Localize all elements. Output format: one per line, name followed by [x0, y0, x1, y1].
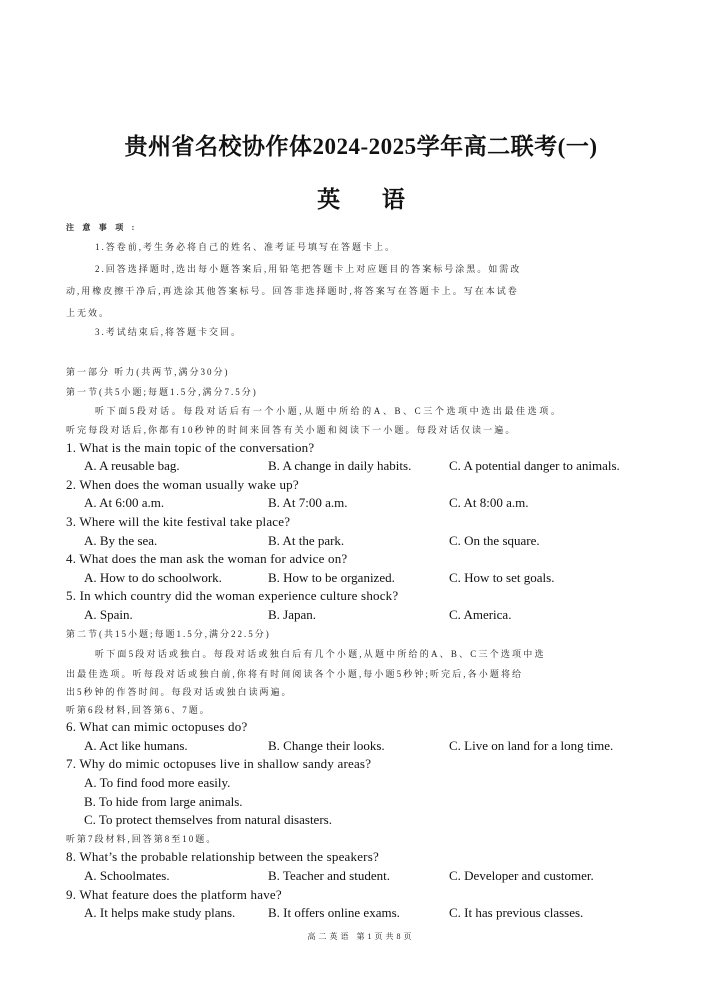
option-b: B. At 7:00 a.m.: [268, 495, 348, 510]
question: 5. In which country did the woman experience culture shock?: [66, 588, 399, 603]
option-c: C. America.: [449, 607, 512, 622]
option-c: C. To protect themselves from natural disasters.: [84, 812, 332, 827]
question: 7. Why do mimic octopuses live in shallow sandy areas?: [66, 756, 372, 771]
material-note: 听第7段材料,回答第8至10题。: [66, 834, 218, 844]
option-a: A. Schoolmates.: [84, 868, 170, 883]
option-b: B. It offers online exams.: [268, 905, 400, 920]
option-b: B. A change in daily habits.: [268, 458, 412, 473]
question: 9. What feature does the platform have?: [66, 887, 282, 902]
section2-instructions: 出最佳选项。听每段对话或独白前,你将有时间阅读各个小题,每小题5秒钟;听完后,各小题将给: [66, 669, 524, 679]
note-item: 上无效。: [66, 308, 111, 318]
section1-instructions: 听完每段对话后,你都有10秒钟的时间来回答有关小题和阅读下一小题。每段对话仅读一遍。: [66, 425, 517, 435]
note-item: 动,用橡皮擦干净后,再选涂其他答案标号。回答非选择题时,将答案写在答题卡上。写在本试卷: [66, 286, 519, 296]
section1-heading: 第一节(共5小题;每题1.5分,满分7.5分): [66, 387, 258, 397]
note-item: 1.答卷前,考生务必将自己的姓名、准考证号填写在答题卡上。: [95, 242, 397, 252]
option-c: C. Live on land for a long time.: [449, 738, 614, 753]
option-a: A. At 6:00 a.m.: [84, 495, 165, 510]
option-c: C. On the square.: [449, 533, 540, 548]
option-b: B. Japan.: [268, 607, 317, 622]
section2-instructions: 听下面5段对话或独白。每段对话或独白后有几个小题,从题中所给的A、B、C三个选项中选: [95, 649, 546, 659]
question: 3. Where will the kite festival take place?: [66, 514, 291, 529]
note-item: 3.考试结束后,将答题卡交回。: [95, 327, 243, 337]
note-item: 2.回答选择题时,选出每小题答案后,用铅笔把答题卡上对应题目的答案标号涂黑。如需改: [95, 264, 522, 274]
option-a: A. Spain.: [84, 607, 133, 622]
subject-title: 英 语: [317, 187, 423, 212]
option-a: A. How to do schoolwork.: [84, 570, 222, 585]
question: 2. When does the woman usually wake up?: [66, 477, 299, 492]
section2-instructions: 出5秒钟的作答时间。每段对话或独白读两遍。: [66, 687, 293, 697]
question: 8. What’s the probable relationship between the speakers?: [66, 849, 379, 864]
material-note: 听第6段材料,回答第6、7题。: [66, 705, 211, 715]
option-a: A. It helps make study plans.: [84, 905, 236, 920]
option-c: C. At 8:00 a.m.: [449, 495, 529, 510]
page-footer: 高二英语 第1页共8页: [307, 932, 415, 941]
option-a: A. To find food more easily.: [84, 775, 231, 790]
option-c: C. A potential danger to animals.: [449, 458, 620, 473]
notes-heading: 注 意 事 项 :: [66, 223, 138, 232]
section1-instructions: 听下面5段对话。每段对话后有一个小题,从题中所给的A、B、C三个选项中选出最佳选项。: [95, 406, 563, 416]
option-b: B. Teacher and student.: [268, 868, 390, 883]
section2-heading: 第二节(共15小题;每题1.5分,满分22.5分): [66, 629, 271, 639]
question: 1. What is the main topic of the conversation?: [66, 440, 315, 455]
option-b: B. To hide from large animals.: [84, 794, 243, 809]
option-c: C. Developer and customer.: [449, 868, 594, 883]
option-b: B. Change their looks.: [268, 738, 385, 753]
option-a: A. A reusable bag.: [84, 458, 180, 473]
option-b: B. At the park.: [268, 533, 345, 548]
question: 6. What can mimic octopuses do?: [66, 719, 248, 734]
option-a: A. Act like humans.: [84, 738, 188, 753]
option-b: B. How to be organized.: [268, 570, 395, 585]
option-c: C. It has previous classes.: [449, 905, 584, 920]
part1-heading: 第一部分 听力(共两节,满分30分): [66, 367, 230, 377]
option-a: A. By the sea.: [84, 533, 158, 548]
option-c: C. How to set goals.: [449, 570, 555, 585]
page-title: 贵州省名校协作体2024-2025学年高二联考(一): [124, 134, 598, 159]
question: 4. What does the man ask the woman for advice on?: [66, 551, 348, 566]
